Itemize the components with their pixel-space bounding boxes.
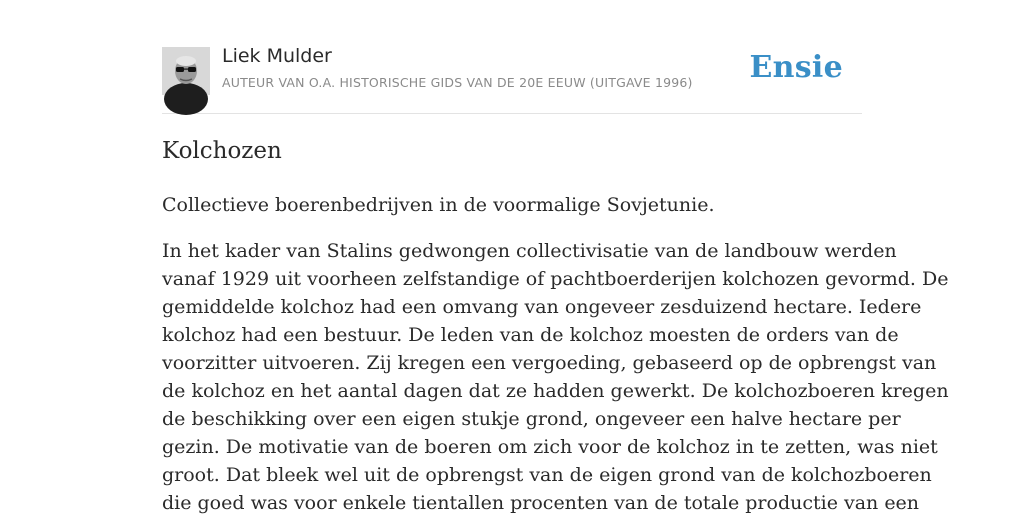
article-header xyxy=(162,0,862,114)
article-page xyxy=(162,0,949,514)
body-line: In het kader van Stalins gedwongen collectivisatie van de landbouw werden xyxy=(162,240,897,262)
body-line: groot. Dat bleek wel uit de opbrengst van de eigen grond van de kolchozboeren xyxy=(162,464,932,486)
author-portrait-icon xyxy=(162,47,210,95)
article-body xyxy=(162,237,949,517)
article-title: Kolchozen xyxy=(162,138,282,164)
article-lead: Collectieve boerenbedrijven in de voormalige Sovjetunie. xyxy=(162,194,715,216)
body-line: gemiddelde kolchoz had een omvang van ongeveer zesduizend hectare. Iedere xyxy=(162,296,922,318)
body-line: gezin. De motivatie van de boeren om zich voor de kolchoz in te zetten, was niet xyxy=(162,436,938,458)
body-line: voorzitter uitvoeren. Zij kregen een vergoeding, gebaseerd op de opbrengst van xyxy=(162,352,937,374)
author-name[interactable]: Liek Mulder xyxy=(222,45,332,67)
body-line: vanaf 1929 uit voorheen zelfstandige of pachtboerderijen kolchozen gevormd. De xyxy=(162,268,949,290)
author-bio: AUTEUR VAN O.A. HISTORISCHE GIDS VAN DE 20E EEUW (UITGAVE 1996) xyxy=(222,75,693,90)
body-line: die goed was voor enkele tientallen procenten van de totale productie van een xyxy=(162,492,920,514)
body-line: kolchoz had een bestuur. De leden van de kolchoz moesten de orders van de xyxy=(162,324,899,346)
ensie-logo[interactable]: Ensie xyxy=(749,50,843,85)
body-line: de beschikking over een eigen stukje grond, ongeveer een halve hectare per xyxy=(162,408,901,430)
author-avatar[interactable] xyxy=(162,47,210,95)
body-line: de kolchoz en het aantal dagen dat ze hadden gewerkt. De kolchozboeren kregen xyxy=(162,380,949,402)
